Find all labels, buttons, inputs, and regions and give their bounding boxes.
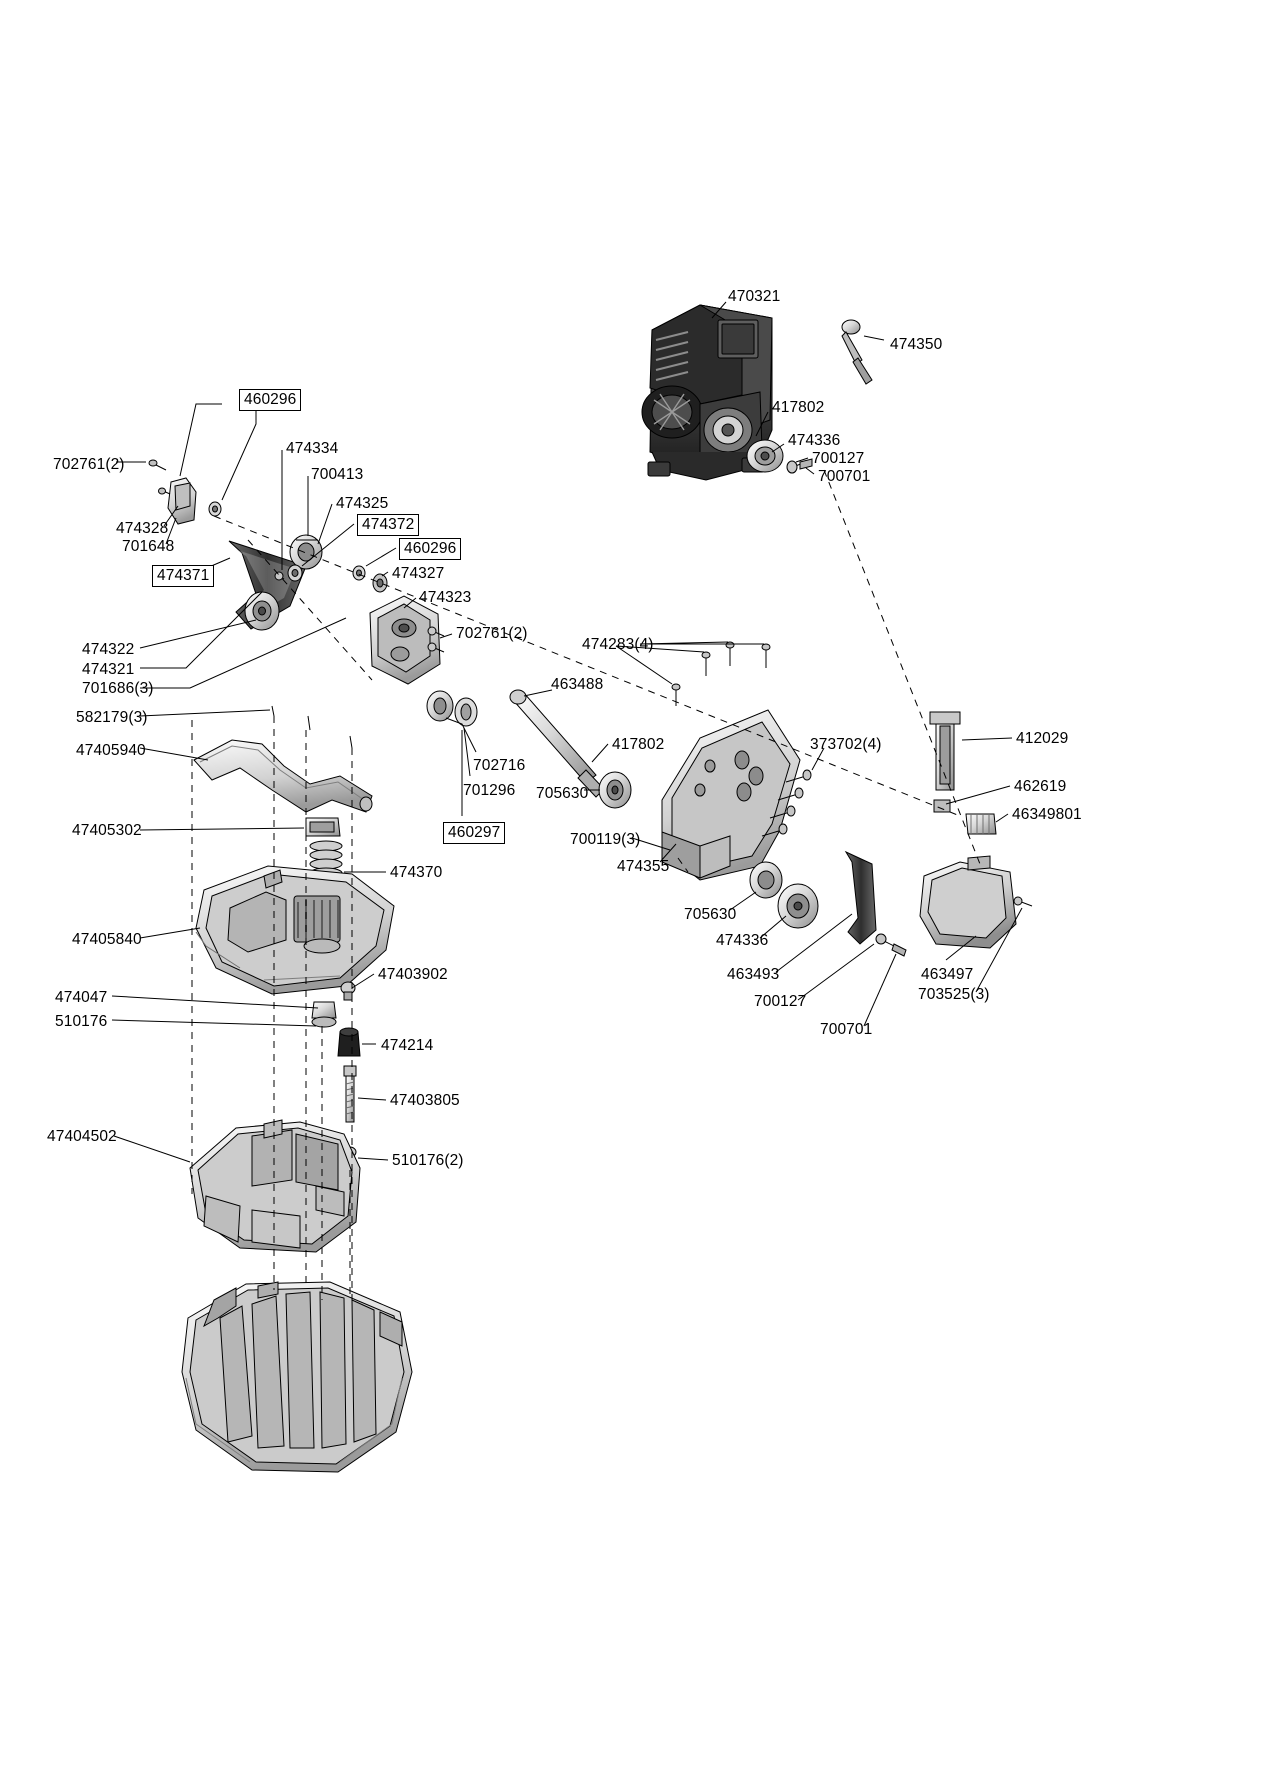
part-label: 702761(2) bbox=[53, 456, 125, 473]
part-label: 510176(2) bbox=[392, 1152, 464, 1169]
part-label: 701648 bbox=[122, 538, 175, 555]
center-plate-474355 bbox=[662, 642, 811, 880]
part-label: 462619 bbox=[1014, 778, 1067, 795]
part-label-boxed: 474372 bbox=[357, 514, 419, 536]
part-label: 46349801 bbox=[1012, 806, 1082, 823]
part-label: 463497 bbox=[921, 966, 974, 983]
part-label: 463488 bbox=[551, 676, 604, 693]
part-label: 47405840 bbox=[72, 931, 142, 948]
dipstick-474350 bbox=[842, 320, 872, 384]
part-label: 700701 bbox=[818, 468, 871, 485]
part-label: 417802 bbox=[772, 399, 825, 416]
leader-lines bbox=[112, 302, 1022, 1162]
part-label: 474350 bbox=[890, 336, 943, 353]
part-label: 701686(3) bbox=[82, 680, 154, 697]
part-label: 417802 bbox=[612, 736, 665, 753]
part-label: 474336 bbox=[716, 932, 769, 949]
part-label: 47404502 bbox=[47, 1128, 117, 1145]
part-label: 703525(3) bbox=[918, 986, 990, 1003]
handle-plate-47405940 bbox=[194, 706, 372, 812]
part-label: 474323 bbox=[419, 589, 472, 606]
upper-housing-47405840 bbox=[196, 866, 394, 994]
part-label: 702716 bbox=[473, 757, 526, 774]
part-label: 474047 bbox=[55, 989, 108, 1006]
part-label: 474328 bbox=[116, 520, 169, 537]
part-label: 474327 bbox=[392, 565, 445, 582]
part-label: 47403805 bbox=[390, 1092, 460, 1109]
part-label: 701296 bbox=[463, 782, 516, 799]
part-label: 582179(3) bbox=[76, 709, 148, 726]
part-label: 47403902 bbox=[378, 966, 448, 983]
part-label: 705630 bbox=[536, 785, 589, 802]
lower-tine-housing bbox=[182, 1282, 412, 1472]
part-label: 474321 bbox=[82, 661, 135, 678]
fuel-tank-463497 bbox=[920, 856, 1032, 948]
part-label-boxed: 460296 bbox=[399, 538, 461, 560]
mid-housing-47404502 bbox=[190, 1120, 360, 1252]
part-label: 510176 bbox=[55, 1013, 108, 1030]
part-label: 47405302 bbox=[72, 822, 142, 839]
part-label: 700119(3) bbox=[570, 831, 641, 848]
part-label: 474355 bbox=[617, 858, 670, 875]
part-label-boxed: 460297 bbox=[443, 822, 505, 844]
part-label: 700127 bbox=[754, 993, 807, 1010]
cap-assembly bbox=[930, 712, 996, 834]
part-label: 463493 bbox=[727, 966, 780, 983]
part-label: 474334 bbox=[286, 440, 339, 457]
part-label: 47405940 bbox=[76, 742, 146, 759]
part-label: 412029 bbox=[1016, 730, 1069, 747]
part-label: 700413 bbox=[311, 466, 364, 483]
part-label: 700701 bbox=[820, 1021, 873, 1038]
part-label: 470321 bbox=[728, 288, 781, 305]
part-label: 702761(2) bbox=[456, 625, 528, 642]
part-label-boxed: 460296 bbox=[239, 389, 301, 411]
part-label: 373702(4) bbox=[810, 736, 882, 753]
part-label: 474214 bbox=[381, 1037, 434, 1054]
part-label: 474283(4) bbox=[582, 636, 654, 653]
part-label: 474370 bbox=[390, 864, 443, 881]
part-label-boxed: 474371 bbox=[152, 565, 214, 587]
part-label: 474322 bbox=[82, 641, 135, 658]
part-label: 474325 bbox=[336, 495, 389, 512]
part-label: 705630 bbox=[684, 906, 737, 923]
part-label: 700127 bbox=[812, 450, 865, 467]
part-label: 474336 bbox=[788, 432, 841, 449]
right-pulley-group bbox=[750, 852, 906, 956]
